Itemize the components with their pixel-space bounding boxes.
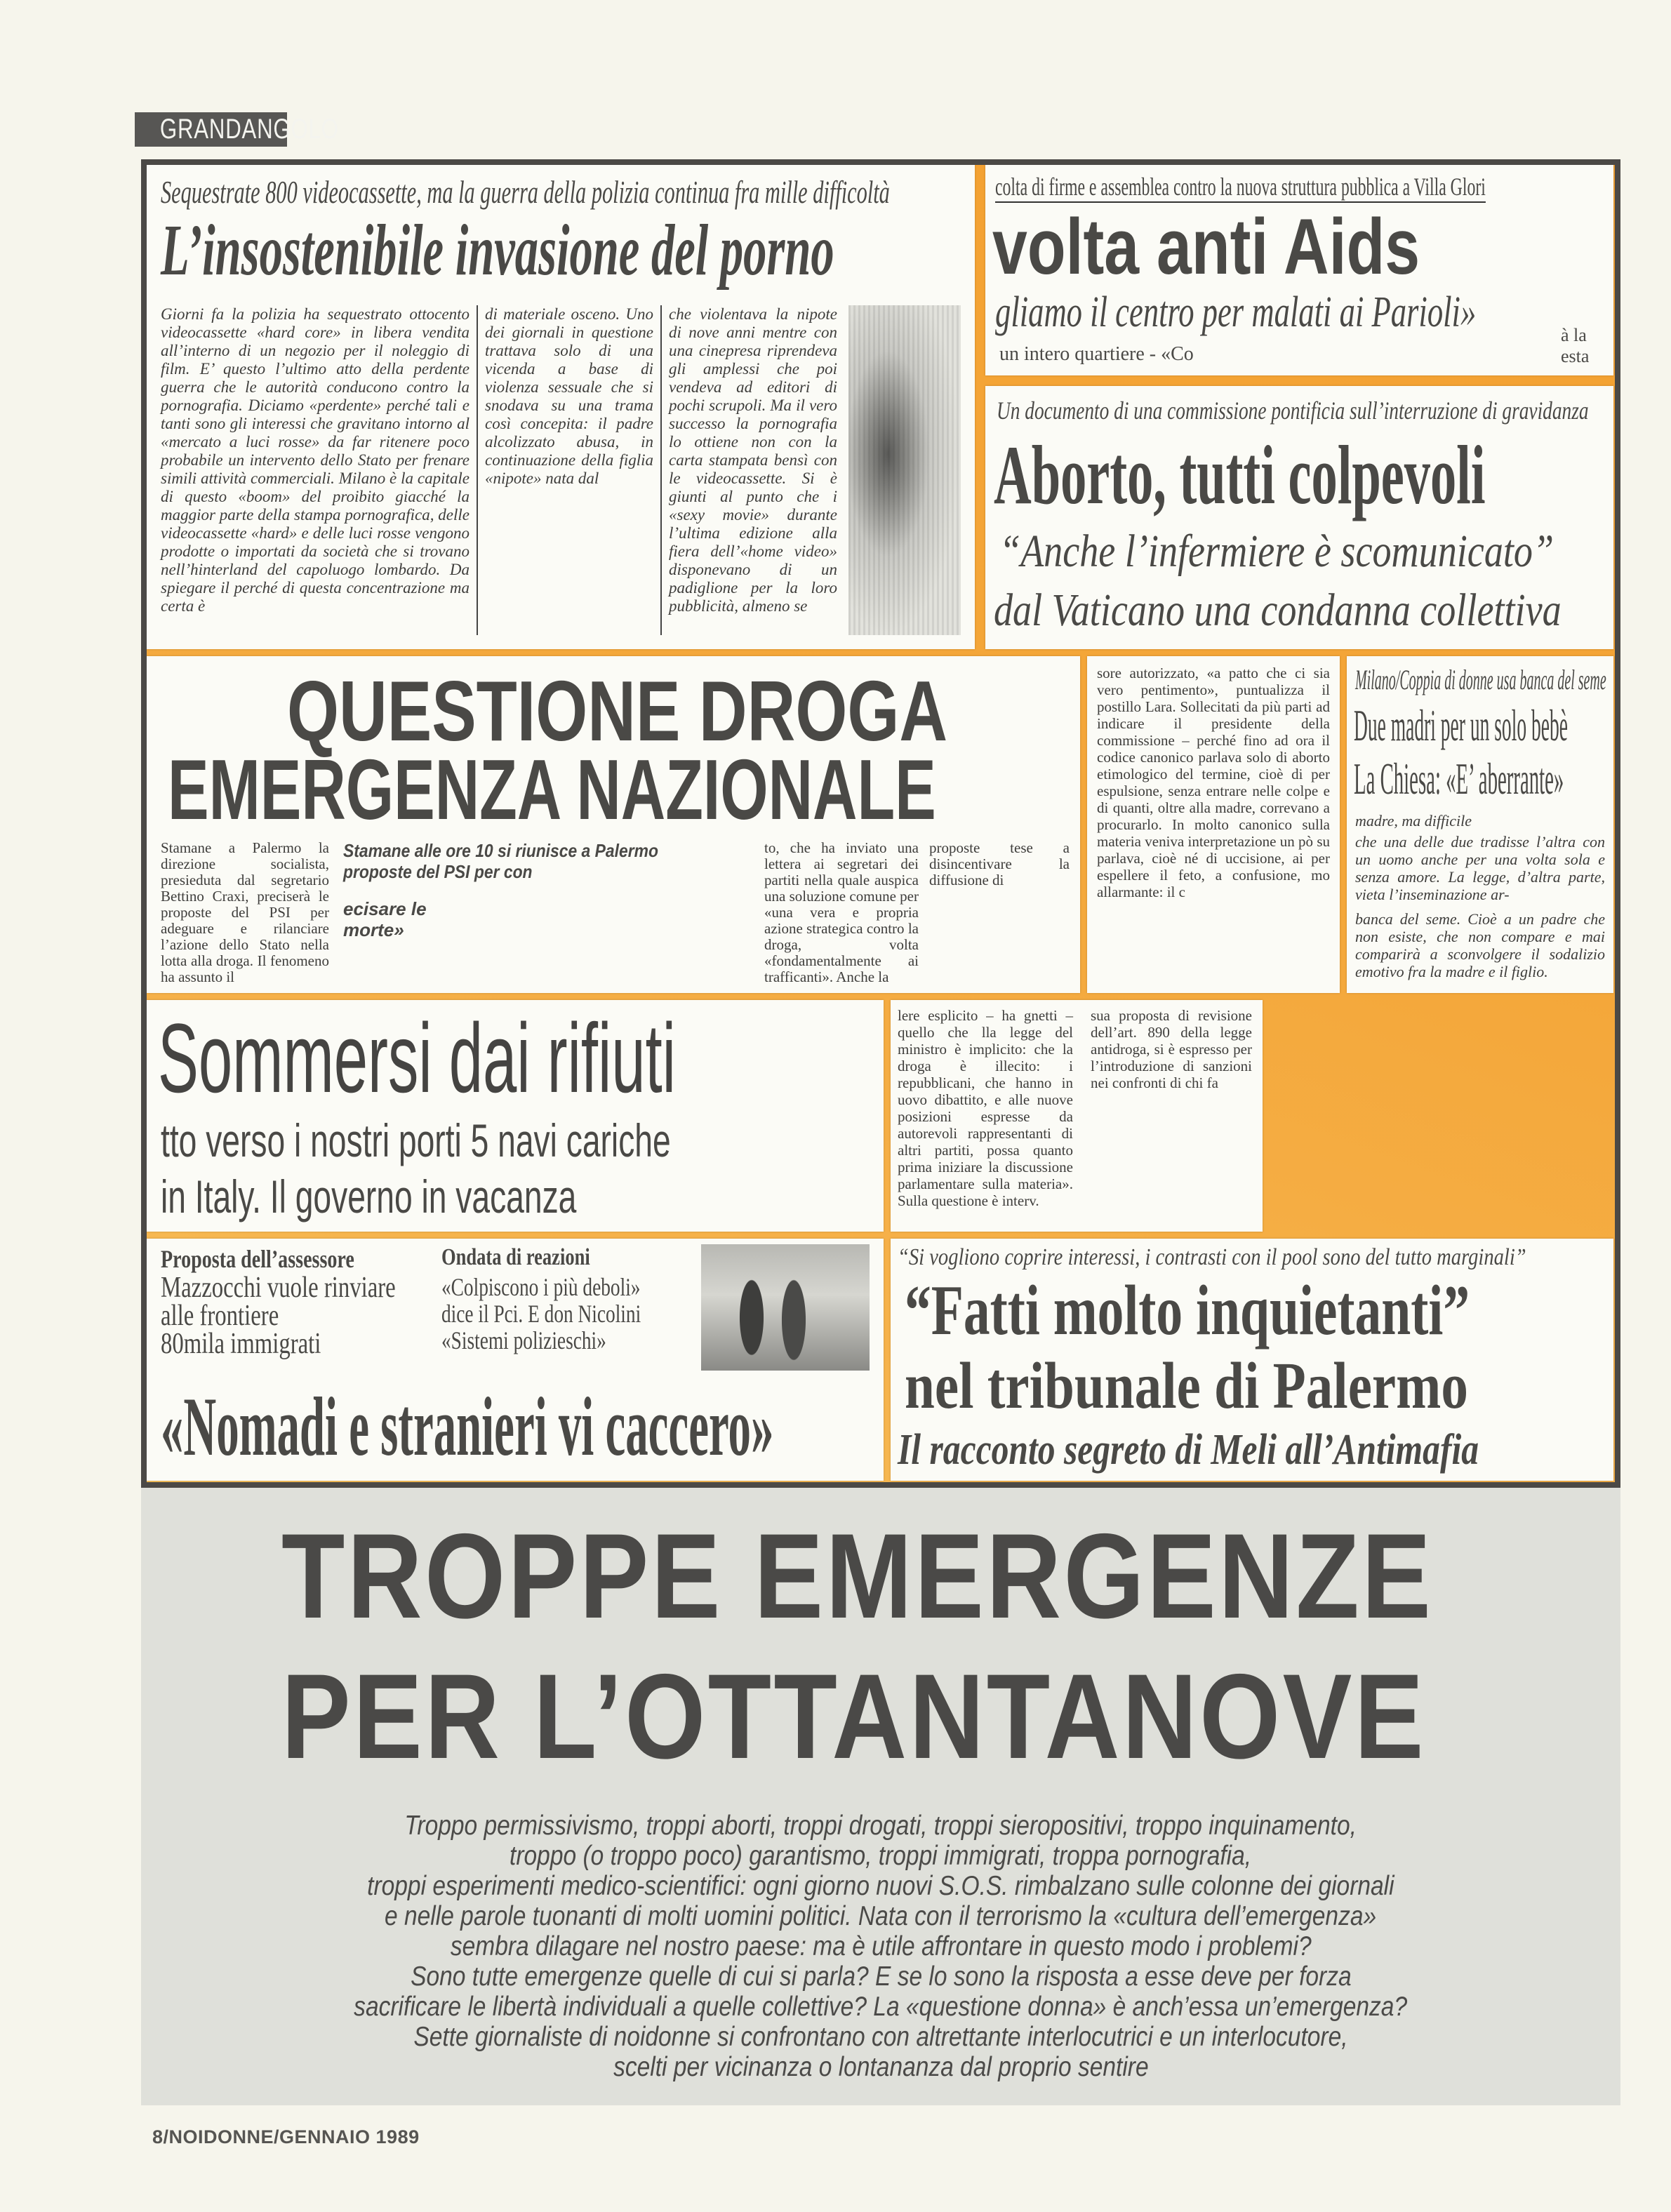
clipping-porno [147,165,975,649]
clipping-body: sua proposta di revisione dell’art. 890 della legge antidroga, si è espresso per l’introduzione di sanzioni nei confronti di chi fa [1091,1007,1252,1091]
clipping-subhead: Il racconto segreto di Meli all’Antimafia [898,1426,1479,1474]
clipping-body: madre, ma difficile [1355,812,1472,830]
photo-magazines [848,305,961,635]
clipping-body: un intero quartiere - «Co [999,343,1194,365]
deck-text: scelti per vicinanza o lontananza dal proprio sentire [613,2052,1149,2082]
clipping-subhead: tto verso i nostri porti 5 navi cariche [161,1114,671,1166]
deck-text: Sono tutte emergenze quelle di cui si parla? E se lo sono la risposta a esse deve per forza [410,1961,1352,1992]
clipping-subhead: gliamo il centro per malati ai Parioli» [995,288,1477,336]
article-deck-line [141,1992,1620,2022]
clipping-kicker: Un documento di una commissione pontificia sull’interruzione di gravidanza [997,397,1589,425]
clipping-palermo [891,1239,1613,1481]
article-deck-line [141,1841,1620,1871]
article-deck-line [141,1961,1620,1992]
clipping-headline: Mazzocchi vuole rinviare alle frontiere 80mila immigrati [161,1272,396,1360]
article-intro-panel [141,1488,1620,2105]
deck-text: e nelle parole tuonanti di molti uomini politici. Nata con il terrorismo la «cultura dell’emergenza» [385,1901,1377,1931]
clipping-body: lere esplicito – ha gnetti – quello che lla legge del ministro è implicito: che la droga è illecito: i repubblicani, che hanno in uovo dibattito, e alle nuove posizioni espresse da autorevoli rappresentanti di altri partiti, possa quanto prima iniziare la discussione parlamentare sulla materia». Sulla questione è interv. [898,1007,1073,1209]
page-folio: 8/NOIDONNE/GENNAIO 1989 [152,2126,420,2147]
photo-immigrants [701,1244,870,1371]
column-rule [477,305,478,635]
clipping-body: sore autorizzato, «a patto che ci sia vero pentimento», puntualizza il postillo Lara. Sollecitati da più parti ad indicare il presidente della commissione – perché fino ad ora il codice canonico parlava solo di aborto etimologico del termine, cioè di per espulsione, senza entrare nelle colpe e di quanti, oltre alla madre, correvano a procurarlo. In molto canonico sulla materia veniva interpretazione un pò su parlava, cioè né di uccisione, ai per espellere il feto, a confusione, mo allarmante: il c [1097,665,1330,900]
clipping-summary: Stamane alle ore 10 si riunisce a Palermo proposte del PSI per con [343,840,658,882]
clipping-quote: “Anche l’infermiere è scomunicato” [999,526,1555,577]
deck-text: Sette giornaliste di noidonne si confrontano con altrettante interlocutrici e un interlocutore, [413,2022,1348,2052]
clipping-body: banca del seme. Cioè a un padre che non esiste, che non compare e mai comparirà a sconvolgere il sodalizio emotivo fra la madre e il figlio. [1355,910,1605,980]
section-label-text: GRANDANGOLO [159,114,339,145]
clipping-headline: nel tribunale di Palermo [905,1350,1468,1423]
deck-text: troppo (o troppo poco) garantismo, troppi immigrati, troppa pornografia, [510,1841,1252,1871]
clipping-headline: Due madri per un solo bebè [1354,700,1568,750]
clipping-kicker: Proposta dell’assessore [161,1245,354,1273]
deck-text: sembra dilagare nel nostro paese: ma è utile affrontare in questo modo i problemi? [450,1931,1312,1961]
article-deck-line [141,1901,1620,1931]
clipping-subhead: dal Vaticano una condanna collettiva [994,585,1562,636]
clipping-body: to, che ha inviato una lettera ai segretari dei partiti nella quale auspica una soluzione comune per «una vera e propria azione strategica contro la droga, volta «fondamentalmente ai trafficanti». Anche la [764,839,919,985]
article-title-line-1: TROPPE EMERGENZE [281,1509,1434,1644]
clipping-kicker: Sequestrate 800 videocassette, ma la guerra della polizia continua fra mille difficoltà [161,174,890,210]
clipping-due-madri [1347,656,1613,993]
clipping-headline: EMERGENZA NAZIONALE [168,742,936,837]
article-deck-line [141,1811,1620,1841]
deck-text: troppi esperimenti medico-scientifici: ogni giorno nuovi S.O.S. rimbalzano sulle colonne dei giornali [367,1871,1394,1901]
deck-text: sacrificare le libertà individuali a quelle collettive? La «questione donna» è anch’essa un’emergenza? [354,1992,1408,2022]
clipping-headline: «Nomadi e stranieri vi caccero» [161,1380,774,1473]
clipping-headline: Aborto, tutti colpevoli [994,428,1486,521]
clipping-subhead: La Chiesa: «E’ aberrante» [1354,754,1564,804]
collage-frame [141,159,1620,1488]
deck-text: Troppo permissivismo, troppi aborti, troppi drogati, troppi sieropositivi, troppo inquinamento, [404,1811,1357,1841]
clipping-body: che violentava la nipote di nove anni mentre con una cinepresa riprendeva gli amplessi che poi vendeva ad editori di pochi scrupoli. Ma il vero successo la pornografia lo ottiene non con la carta stampata bensì con le videocassette. Si è giunti al punto che i «sexy movie» durante l’ultima edizione alla fiera dell’«home video» disponevano di un padiglione per la loro pubblicità, almeno se [669,305,837,615]
section-label [135,112,339,147]
article-deck-line [141,1871,1620,1901]
article-deck-line [141,1931,1620,1961]
clipping-headline: L’insostenibile invasione del porno [161,210,834,291]
clipping-headline: volta anti Aids [992,203,1420,291]
clipping-summary: ecisare le morte» [343,898,427,940]
clipping-body: Stamane a Palermo la direzione socialista, presieduta dal segretario Bettino Craxi, preciserà le proposte del PSI per adeguare e rilanciare l’azione dello Stato nella lotta alla droga. Il fenomeno ha assunto il [161,839,329,985]
column-rule [660,305,662,635]
clipping-body: Giorni fa la polizia ha sequestrato ottocento videocassette «hard core» in libera vendita all’interno di un negozio per il noleggio di film. E’ questo l’ultimo atto della perdente guerra che le autorità conducono contro la pornografia. Diciamo «perdente» perché tali e tanti sono gli interessi che gravitano intorno al «mercato a luci rosse» da far ritenere poco probabile un intervento dello Stato per frenare simili attività commerciali. Milano è la capitale di questo «boom» del proibito giacché la maggior parte della stampa pornografica, delle videocassette «hard» e delle luci rosse vengono prodotte o importati da società che si trovano nell’hinterland del capoluogo lombardo. Da spiegare il perché di questa concentrazione ma certa è [161,305,470,615]
clipping-kicker: colta di firme e assemblea contro la nuova struttura pubblica a Villa Glori [995,172,1486,203]
clipping-droga [147,656,1080,993]
clipping-body: à la esta [1561,325,1590,366]
clipping-rifiuti [147,1000,884,1232]
clipping-vaticano-column [1087,656,1340,993]
article-title-line-2: PER L’OTTANTANOVE [281,1649,1426,1784]
clipping-kicker: “Si vogliono coprire interessi, i contrasti con il pool sono del tutto marginali” [898,1244,1526,1270]
clipping-headline: QUESTIONE DROGA [287,663,948,759]
clipping-body: che una delle due tradisse l’altra con un uomo anche per una volta sola e senza amore. La legge, d’altra parte, vieta l’inseminazione ar- [1355,833,1605,903]
clipping-kicker: Milano/Coppia di donne usa banca del seme [1355,664,1606,695]
article-deck-line [141,2052,1620,2082]
clipping-headline: “Fatti molto inquietanti” [905,1271,1470,1350]
clipping-subhead: in Italy. Il governo in vacanza [161,1171,577,1222]
clipping-droga-continued [891,1000,1263,1232]
clipping-headline: Sommersi dai rifiuti [158,1003,676,1113]
clipping-aborto [985,386,1613,649]
clipping-immigrati [147,1239,884,1481]
article-deck-line [141,2022,1620,2052]
clipping-aids [985,165,1613,375]
clipping-subhead: «Colpiscono i più deboli» dice il Pci. E don Nicolini «Sistemi polizieschi» [441,1273,641,1354]
clipping-body: di materiale osceno. Uno dei giornali in questione trattava solo di una vicenda a base di violenza sessuale che si snodava su una trama così concepita: il padre alcolizzato abusa, in continuazione della figlia «nipote» nata dal [485,305,653,487]
clipping-body: proposte tese a disincentivare la diffusione di [929,839,1070,888]
clipping-kicker: Ondata di reazioni [441,1244,590,1270]
